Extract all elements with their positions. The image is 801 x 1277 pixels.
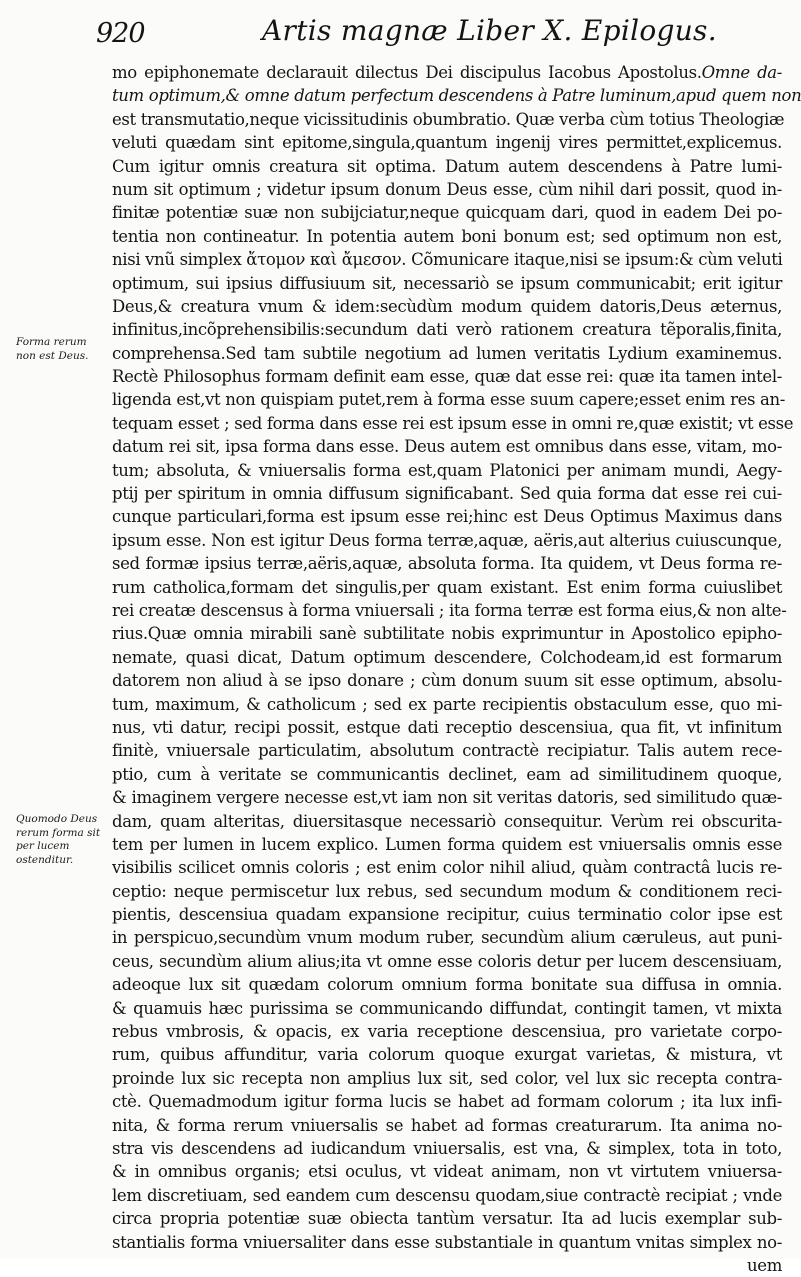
text-line: adeoque lux sit quædam colorum omnium forma bonitate sua diffusa in omnia. — [112, 975, 782, 995]
text-line: Cum igitur omnis creatura sit optima. Datum autem descendens à Patre lumi- — [112, 156, 782, 176]
text-line: & in omnibus organis; etsi oculus, vt videat animam, non vt virtutem vniuersa- — [112, 1162, 782, 1182]
text-line: stantialis forma vniuersaliter dans esse substantiale in quantum vnitas simplex no- — [112, 1232, 782, 1252]
text-line: visibilis scilicet omnis coloris ; est enim color nihil aliud, quàm contractâ lucis re- — [112, 858, 782, 878]
text-line — [112, 61, 782, 84]
text-line: tentia non contineatur. In potentia autem boni bonum est; sed optimum non est, — [112, 226, 782, 246]
margin-note-quomodo-deus: Quomodo Deus rerum forma sit per lucem ostenditur. — [16, 813, 101, 866]
text-line: est transmutatio,neque vicissitudinis obumbratio. Quæ verba cùm totius Theologiæ — [112, 109, 785, 129]
text-line: & quamuis hæc purissima se communicando diffundat, contingit tamen, vt mixta — [112, 998, 782, 1018]
text-line: rum, quibus affunditur, varia colorum quoque exurgat varietas, & mistura, vt — [112, 1045, 782, 1065]
text-line: cunque particulari,forma est ipsum esse rei;hinc est Deus Optimus Maximus dans — [112, 507, 782, 527]
text-line: ligenda est,vt non quispiam putet,rem à forma esse suum capere;esset enim res an- — [112, 390, 786, 410]
text-line: rius.Quæ omnia mirabili sanè subtilitate nobis exprimuntur in Apostolico epipho- — [112, 624, 782, 644]
catchword: uem — [747, 1255, 782, 1275]
text-line: ptij per spiritum in omnia diffusum significabant. Sed quia forma dat esse rei cui- — [112, 484, 782, 504]
text-line: num sit optimum ; videtur ipsum donum Deus esse, cùm nihil dari possit, quod in- — [112, 179, 782, 199]
text-line: infinitus,incõprehensibilis:secundum dati verò rationem creatura tẽporalis,finita, — [112, 320, 782, 340]
text-line: nemate, quasi dicat, Datum optimum descendere, Colchodeam,id est formarum — [112, 647, 782, 667]
text-line: dam, quam alteritas, diuersitasque necessariò consequitur. Verùm rei obscurita- — [112, 811, 782, 831]
text-line: tequam esset ; sed forma dans esse rei est ipsum esse in omni re,quæ existit; vt esse — [112, 413, 794, 433]
text-line: datorem non aliud à se ipso donare ; cùm donum suum sit esse optimum, absolu- — [112, 671, 782, 691]
text-line: nisi vnũ simplex ἄτομον καὶ ἄμεσον. Cõmunicare itaque,nisi se ipsum:& cùm veluti — [112, 250, 783, 270]
page-number: 920 — [96, 18, 145, 49]
text-line: sed formæ ipsius terræ,aëris,aquæ, absoluta forma. Ita quidem, vt Deus forma re- — [112, 554, 782, 574]
text-line: finitè, vniuersale particulatim, absolutum contractè recipiatur. Talis autem rece- — [112, 741, 782, 761]
text-line: tum, maximum, & catholicum ; sed ex parte recipientis obstaculum esse, quo mi- — [112, 694, 782, 714]
text-line: ctè. Quemadmodum igitur forma lucis se habet ad formam colorum ; ita lux infi- — [112, 1092, 782, 1112]
text-line: pientis, descensiua quadam expansione recipitur, cuius terminatio color ipse est — [112, 905, 782, 925]
text-line: proinde lux sic recepta non amplius lux sit, sed color, vel lux sic recepta contra- — [112, 1068, 782, 1088]
margin-note-forma-rerum: Forma rerum non est Deus. — [16, 336, 89, 362]
text-line: datum rei sit, ipsa forma dans esse. Deus autem est omnibus dans esse, vitam, mo- — [112, 437, 782, 457]
text-line: circa propria potentiæ suæ obiecta tantùm versatur. Ita ad lucis exemplar sub- — [112, 1209, 782, 1229]
text-line: tum; absoluta, & vniuersalis forma est,quam Platonici per animam mundi, Aegy- — [112, 460, 782, 480]
text-line: ceus, secundùm alium alius;ita vt omne esse coloris detur per lucem descensiuam, — [112, 951, 782, 971]
text-line: veluti quædam sint epitome,singula,quantum ingenij vires permittet,explicemus. — [112, 133, 782, 153]
text-line-roman: mo epiphonemate declarauit dilectus Dei discipulus Iacobus Apostolus. — [112, 63, 702, 82]
text-line: finitæ potentiæ suæ non subijciatur,neque quicquam dari, quod in eadem Dei po- — [112, 203, 782, 223]
text-line: tum optimum,& omne datum perfectum descendens à Patre luminum,apud quem non — [112, 86, 801, 106]
text-line: ceptio: neque permiscetur lux rebus, sed secundum modum & conditionem reci- — [112, 881, 782, 901]
text-line: rei creatæ descensus à forma vniuersali ; ita forma terræ est forma eius,& non alte- — [112, 600, 787, 620]
text-line: nus, vti datur, recipi possit, estque dati receptio descensiua, qua fit, vt infinitum — [112, 717, 782, 737]
text-line: Rectè Philosophus formam definit eam esse, quæ dat esse rei: quæ ita tamen intel- — [112, 367, 782, 387]
text-line: & imaginem vergere necesse est,vt iam non sit veritas datoris, sed similitudo quæ- — [112, 788, 782, 808]
text-line: comprehensa.Sed tam subtile negotium ad lumen veritatis Lydium examinemus. — [112, 343, 782, 363]
text-line-italic: Omne da- — [701, 63, 782, 82]
text-line: rebus vmbrosis, & opacis, ex varia receptione descensiua, pro varietate corpo- — [112, 1022, 782, 1042]
text-line: nita, & forma rerum vniuersalis se habet ad formas creaturarum. Ita anima no- — [112, 1115, 782, 1135]
text-line: in perspicuo,secundùm vnum modum ruber, secundùm alium cæruleus, aut puni- — [112, 928, 782, 948]
text-line: Deus,& creatura vnum & idem:secùdùm modum quidem datoris,Deus æternus, — [112, 296, 782, 316]
text-line: stra vis descendens ad iudicandum vniuersalis, est vna, & simplex, tota in toto, — [112, 1138, 782, 1158]
running-title: Artis magnæ Liber X. Epilogus. — [262, 14, 717, 47]
text-line: tem per lumen in lucem explico. Lumen forma quidem est vniuersalis omnis esse — [112, 834, 782, 854]
text-line: ptio, cum à veritate se communicantis declinet, eam ad similitudinem quoque, — [112, 764, 782, 784]
main-text-block — [112, 61, 801, 1277]
text-line: optimum, sui ipsius diffusiuum sit, necessariò se ipsum communicabit; erit igitur — [112, 273, 782, 293]
text-line: rum catholica,formam det singulis,per quam existant. Est enim forma cuiuslibet — [112, 577, 782, 597]
text-line: ipsum esse. Non est igitur Deus forma terræ,aquæ, aëris,aut alterius cuiuscunque, — [112, 530, 782, 550]
text-line: lem discretiuam, sed eandem cum descensu quodam,siue contractè recipiat ; vnde — [112, 1185, 782, 1205]
